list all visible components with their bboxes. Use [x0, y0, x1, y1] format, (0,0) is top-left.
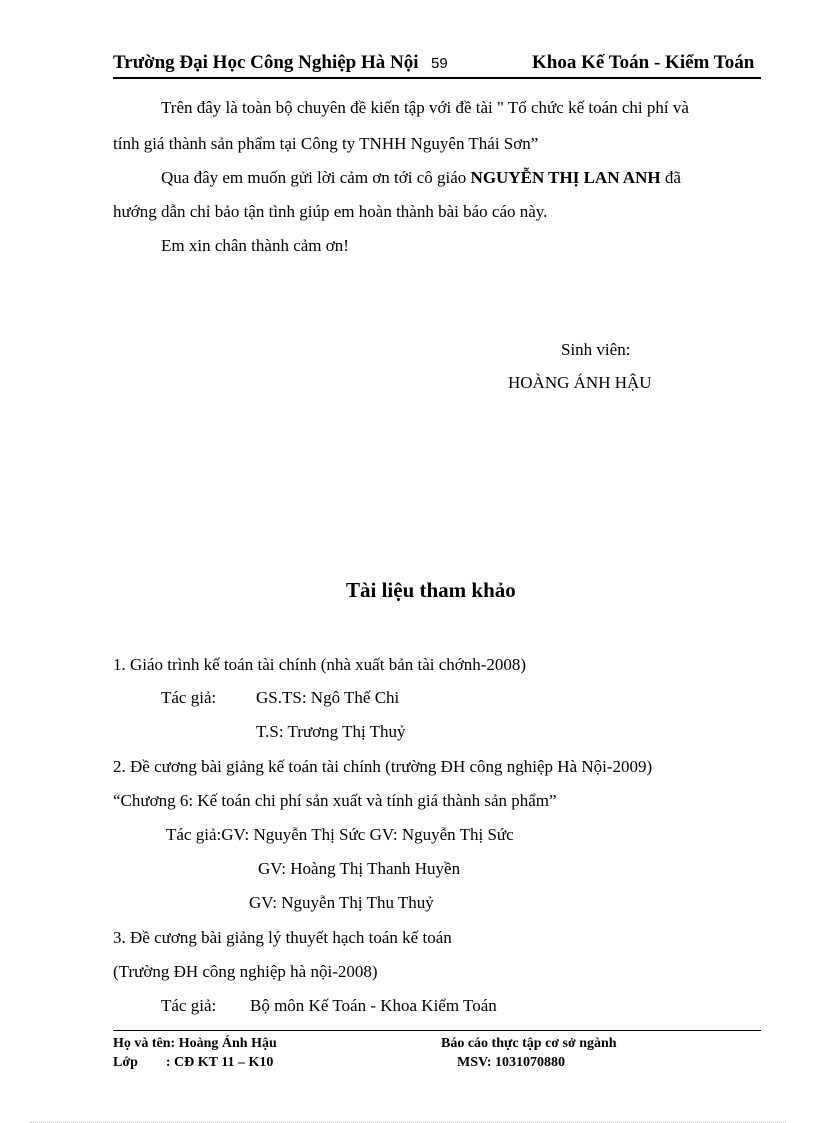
intro-p2-text-a: Qua đây em muốn gửi lời cảm ơn tới cô giáo: [161, 168, 471, 187]
footer-msv: MSV: 1031070880: [457, 1055, 565, 1070]
ref1-author2: T.S: Trương Thị Thuỷ: [256, 722, 406, 741]
ref3-line1: 3. Đề cương bài giảng lý thuyết hạch toán kế toán: [113, 928, 452, 947]
footer-report: Báo cáo thực tập cơ sở ngành: [441, 1036, 617, 1051]
intro-p1-line1: Trên đây là toàn bộ chuyên đề kiến tập với đề tài " Tổ chức kế toán chi phí và: [161, 98, 689, 117]
ref3-author-label: Tác giả:: [161, 996, 217, 1015]
references-title: Tài liệu tham khảo: [346, 578, 516, 602]
ref2-line2: “Chương 6: Kế toán chi phí sản xuất và tính giá thành sản phẩm”: [113, 791, 557, 810]
intro-p2-line1: [161, 168, 681, 188]
footer-class: Lớp : CĐ KT 11 – K10: [113, 1055, 274, 1070]
page-number: 59: [431, 55, 448, 72]
ref2-line1: 2. Đề cương bài giảng kế toán tài chính (trường ĐH công nghiệp Hà Nội-2009): [113, 757, 653, 776]
ref3-author: Bộ môn Kế Toán - Khoa Kiểm Toán: [250, 996, 497, 1015]
intro-p1-line2: tính giá thành sản phẩm tại Công ty TNHH Nguyên Thái Sơn”: [113, 134, 539, 153]
ref1-title: 1. Giáo trình kế toán tài chính (nhà xuất bản tài chớnh-2008): [113, 655, 527, 674]
ref2-authors1: Tác giả:GV: Nguyễn Thị Sức GV: Nguyễn Thị Sức: [166, 825, 514, 844]
intro-p2-text-b: đã: [660, 168, 681, 187]
footer-rule: [113, 1030, 761, 1031]
intro-p2-line2: hướng dẫn chỉ bảo tận tình giúp em hoàn thành bài báo cáo này.: [113, 202, 548, 221]
header-school: Trường Đại Học Công Nghiệp Hà Nội: [113, 52, 419, 73]
header-faculty: Khoa Kế Toán - Kiểm Toán: [532, 52, 755, 73]
signature-name: HOÀNG ÁNH HẬU: [508, 373, 652, 392]
ref1-author1: GS.TS: Ngô Thế Chi: [256, 688, 400, 707]
footer-name: Họ và tên: Hoàng Ánh Hậu: [113, 1036, 277, 1051]
header-rule: [113, 77, 761, 79]
ref3-line2: (Trường ĐH công nghiệp hà nội-2008): [113, 962, 378, 981]
ref2-authors3: GV: Nguyễn Thị Thu Thuỷ: [249, 893, 434, 912]
signature-label: Sinh viên:: [561, 340, 631, 359]
teacher-name: NGUYỄN THỊ LAN ANH: [470, 168, 661, 187]
ref2-authors2: GV: Hoàng Thị Thanh Huyền: [258, 859, 461, 878]
ref1-author-label: Tác giả:: [161, 688, 217, 707]
intro-p3: Em xin chân thành cảm ơn!: [161, 236, 349, 255]
